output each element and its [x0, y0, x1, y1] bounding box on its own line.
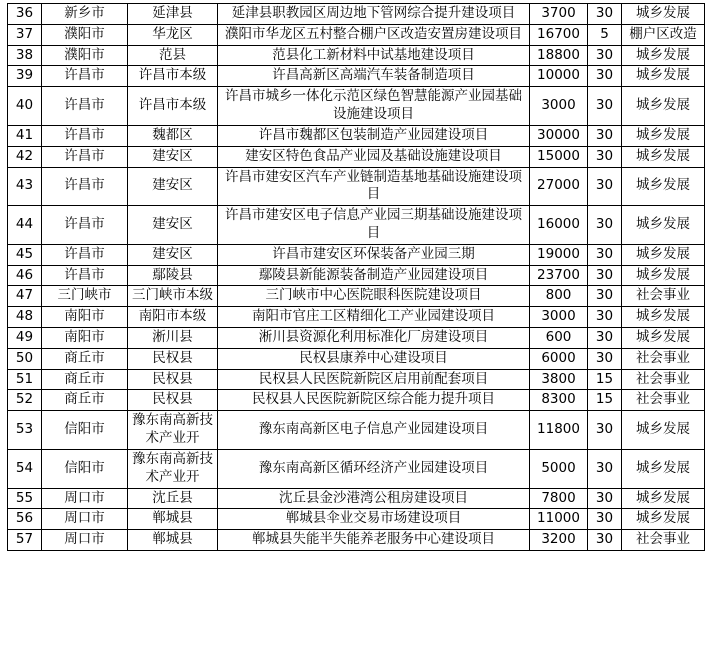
cell-county: 郸城县	[128, 509, 218, 530]
cell-years: 5	[588, 24, 622, 45]
cell-project-name: 濮阳市华龙区五村整合棚户区改造安置房建设项目	[218, 24, 530, 45]
cell-city: 濮阳市	[42, 24, 128, 45]
cell-no: 37	[8, 24, 42, 45]
cell-no: 43	[8, 167, 42, 206]
cell-years: 30	[588, 45, 622, 66]
cell-amount: 3700	[530, 4, 588, 25]
table-row	[8, 45, 705, 66]
cell-amount: 5000	[530, 449, 588, 488]
cell-type: 城乡发展	[622, 87, 705, 126]
cell-amount: 3800	[530, 369, 588, 390]
cell-years: 30	[588, 146, 622, 167]
table-row	[8, 206, 705, 245]
table-row	[8, 488, 705, 509]
cell-amount: 30000	[530, 125, 588, 146]
cell-amount: 16000	[530, 206, 588, 245]
cell-county: 建安区	[128, 167, 218, 206]
cell-years: 30	[588, 348, 622, 369]
cell-county: 建安区	[128, 244, 218, 265]
cell-county: 魏都区	[128, 125, 218, 146]
cell-amount: 23700	[530, 265, 588, 286]
cell-city: 三门峡市	[42, 286, 128, 307]
cell-project-name: 沈丘县金沙港湾公租房建设项目	[218, 488, 530, 509]
cell-project-name: 建安区特色食品产业园及基础设施建设项目	[218, 146, 530, 167]
cell-type: 棚户区改造	[622, 24, 705, 45]
cell-amount: 27000	[530, 167, 588, 206]
cell-years: 30	[588, 307, 622, 328]
table-row	[8, 369, 705, 390]
cell-city: 濮阳市	[42, 45, 128, 66]
cell-no: 44	[8, 206, 42, 245]
cell-amount: 8300	[530, 390, 588, 411]
cell-type: 社会事业	[622, 390, 705, 411]
cell-years: 30	[588, 87, 622, 126]
cell-type: 社会事业	[622, 530, 705, 551]
cell-city: 许昌市	[42, 167, 128, 206]
cell-project-name: 淅川县资源化利用标准化厂房建设项目	[218, 328, 530, 349]
cell-amount: 3200	[530, 530, 588, 551]
project-table	[7, 3, 705, 551]
cell-project-name: 许昌市建安区环保装备产业园三期	[218, 244, 530, 265]
cell-amount: 16700	[530, 24, 588, 45]
cell-years: 30	[588, 449, 622, 488]
cell-no: 45	[8, 244, 42, 265]
table-row	[8, 125, 705, 146]
cell-project-name: 延津县职教园区周边地下管网综合提升建设项目	[218, 4, 530, 25]
cell-type: 城乡发展	[622, 45, 705, 66]
cell-no: 53	[8, 411, 42, 450]
cell-no: 38	[8, 45, 42, 66]
cell-county: 延津县	[128, 4, 218, 25]
table-row	[8, 167, 705, 206]
cell-no: 47	[8, 286, 42, 307]
cell-city: 许昌市	[42, 66, 128, 87]
cell-project-name: 三门峡市中心医院眼科医院建设项目	[218, 286, 530, 307]
cell-county: 沈丘县	[128, 488, 218, 509]
cell-project-name: 许昌高新区高端汽车装备制造项目	[218, 66, 530, 87]
cell-amount: 7800	[530, 488, 588, 509]
cell-years: 30	[588, 509, 622, 530]
table-row	[8, 146, 705, 167]
table-row	[8, 265, 705, 286]
cell-amount: 11800	[530, 411, 588, 450]
cell-type: 城乡发展	[622, 411, 705, 450]
cell-county: 豫东南高新技术产业开	[128, 411, 218, 450]
cell-type: 城乡发展	[622, 265, 705, 286]
table-row	[8, 286, 705, 307]
cell-city: 许昌市	[42, 206, 128, 245]
cell-type: 城乡发展	[622, 509, 705, 530]
cell-no: 42	[8, 146, 42, 167]
cell-city: 南阳市	[42, 307, 128, 328]
cell-county: 民权县	[128, 390, 218, 411]
table-body	[8, 4, 705, 551]
table-row	[8, 244, 705, 265]
table-row	[8, 390, 705, 411]
cell-type: 城乡发展	[622, 167, 705, 206]
cell-city: 许昌市	[42, 87, 128, 126]
table-row	[8, 87, 705, 126]
cell-amount: 10000	[530, 66, 588, 87]
cell-years: 30	[588, 488, 622, 509]
cell-type: 城乡发展	[622, 66, 705, 87]
cell-no: 55	[8, 488, 42, 509]
cell-project-name: 郸城县伞业交易市场建设项目	[218, 509, 530, 530]
cell-no: 51	[8, 369, 42, 390]
table-row	[8, 66, 705, 87]
cell-county: 建安区	[128, 206, 218, 245]
cell-county: 华龙区	[128, 24, 218, 45]
cell-project-name: 郸城县失能半失能养老服务中心建设项目	[218, 530, 530, 551]
cell-years: 30	[588, 286, 622, 307]
cell-city: 新乡市	[42, 4, 128, 25]
cell-project-name: 民权县人民医院新院区综合能力提升项目	[218, 390, 530, 411]
table-row	[8, 530, 705, 551]
cell-amount: 11000	[530, 509, 588, 530]
cell-amount: 600	[530, 328, 588, 349]
cell-city: 许昌市	[42, 125, 128, 146]
cell-years: 30	[588, 328, 622, 349]
cell-project-name: 豫东南高新区电子信息产业园建设项目	[218, 411, 530, 450]
cell-no: 57	[8, 530, 42, 551]
cell-county: 郸城县	[128, 530, 218, 551]
cell-project-name: 许昌市建安区电子信息产业园三期基础设施建设项目	[218, 206, 530, 245]
cell-project-name: 许昌市魏都区包装制造产业园建设项目	[218, 125, 530, 146]
cell-project-name: 南阳市官庄工区精细化工产业园建设项目	[218, 307, 530, 328]
cell-years: 30	[588, 206, 622, 245]
cell-city: 南阳市	[42, 328, 128, 349]
cell-county: 民权县	[128, 348, 218, 369]
cell-type: 城乡发展	[622, 488, 705, 509]
cell-no: 56	[8, 509, 42, 530]
cell-project-name: 豫东南高新区循环经济产业园建设项目	[218, 449, 530, 488]
cell-no: 52	[8, 390, 42, 411]
table-row	[8, 509, 705, 530]
cell-amount: 19000	[530, 244, 588, 265]
cell-type: 城乡发展	[622, 328, 705, 349]
cell-no: 50	[8, 348, 42, 369]
cell-city: 周口市	[42, 530, 128, 551]
cell-city: 信阳市	[42, 411, 128, 450]
cell-type: 城乡发展	[622, 125, 705, 146]
cell-years: 15	[588, 369, 622, 390]
table-row	[8, 449, 705, 488]
cell-years: 30	[588, 125, 622, 146]
cell-no: 46	[8, 265, 42, 286]
document-page	[0, 3, 711, 647]
cell-amount: 15000	[530, 146, 588, 167]
cell-city: 周口市	[42, 509, 128, 530]
cell-no: 41	[8, 125, 42, 146]
cell-county: 许昌市本级	[128, 87, 218, 126]
table-row	[8, 24, 705, 45]
table-row	[8, 307, 705, 328]
cell-city: 商丘市	[42, 348, 128, 369]
cell-no: 39	[8, 66, 42, 87]
cell-city: 许昌市	[42, 265, 128, 286]
cell-no: 40	[8, 87, 42, 126]
table-row	[8, 328, 705, 349]
cell-no: 48	[8, 307, 42, 328]
table-row	[8, 4, 705, 25]
cell-county: 鄢陵县	[128, 265, 218, 286]
cell-city: 周口市	[42, 488, 128, 509]
cell-years: 30	[588, 244, 622, 265]
cell-amount: 18800	[530, 45, 588, 66]
cell-no: 54	[8, 449, 42, 488]
cell-no: 49	[8, 328, 42, 349]
cell-project-name: 民权县人民医院新院区启用前配套项目	[218, 369, 530, 390]
table-row	[8, 348, 705, 369]
cell-project-name: 许昌市城乡一体化示范区绿色智慧能源产业园基础设施建设项目	[218, 87, 530, 126]
cell-years: 15	[588, 390, 622, 411]
cell-city: 商丘市	[42, 390, 128, 411]
cell-type: 社会事业	[622, 348, 705, 369]
cell-county: 南阳市本级	[128, 307, 218, 328]
cell-county: 淅川县	[128, 328, 218, 349]
cell-project-name: 鄢陵县新能源装备制造产业园建设项目	[218, 265, 530, 286]
cell-project-name: 范县化工新材料中试基地建设项目	[218, 45, 530, 66]
cell-type: 城乡发展	[622, 4, 705, 25]
cell-years: 30	[588, 167, 622, 206]
cell-type: 城乡发展	[622, 449, 705, 488]
cell-amount: 6000	[530, 348, 588, 369]
cell-project-name: 许昌市建安区汽车产业链制造基地基础设施建设项目	[218, 167, 530, 206]
cell-county: 豫东南高新技术产业开	[128, 449, 218, 488]
cell-amount: 800	[530, 286, 588, 307]
cell-project-name: 民权县康养中心建设项目	[218, 348, 530, 369]
cell-county: 民权县	[128, 369, 218, 390]
cell-years: 30	[588, 265, 622, 286]
cell-county: 建安区	[128, 146, 218, 167]
cell-city: 许昌市	[42, 244, 128, 265]
cell-county: 三门峡市本级	[128, 286, 218, 307]
table-row	[8, 411, 705, 450]
cell-years: 30	[588, 4, 622, 25]
cell-years: 30	[588, 66, 622, 87]
cell-no: 36	[8, 4, 42, 25]
cell-city: 信阳市	[42, 449, 128, 488]
cell-type: 城乡发展	[622, 307, 705, 328]
cell-type: 城乡发展	[622, 206, 705, 245]
cell-type: 城乡发展	[622, 244, 705, 265]
cell-type: 社会事业	[622, 286, 705, 307]
cell-years: 30	[588, 411, 622, 450]
cell-amount: 3000	[530, 87, 588, 126]
cell-city: 许昌市	[42, 146, 128, 167]
cell-amount: 3000	[530, 307, 588, 328]
cell-county: 范县	[128, 45, 218, 66]
cell-city: 商丘市	[42, 369, 128, 390]
cell-type: 城乡发展	[622, 146, 705, 167]
cell-county: 许昌市本级	[128, 66, 218, 87]
cell-years: 30	[588, 530, 622, 551]
cell-type: 社会事业	[622, 369, 705, 390]
